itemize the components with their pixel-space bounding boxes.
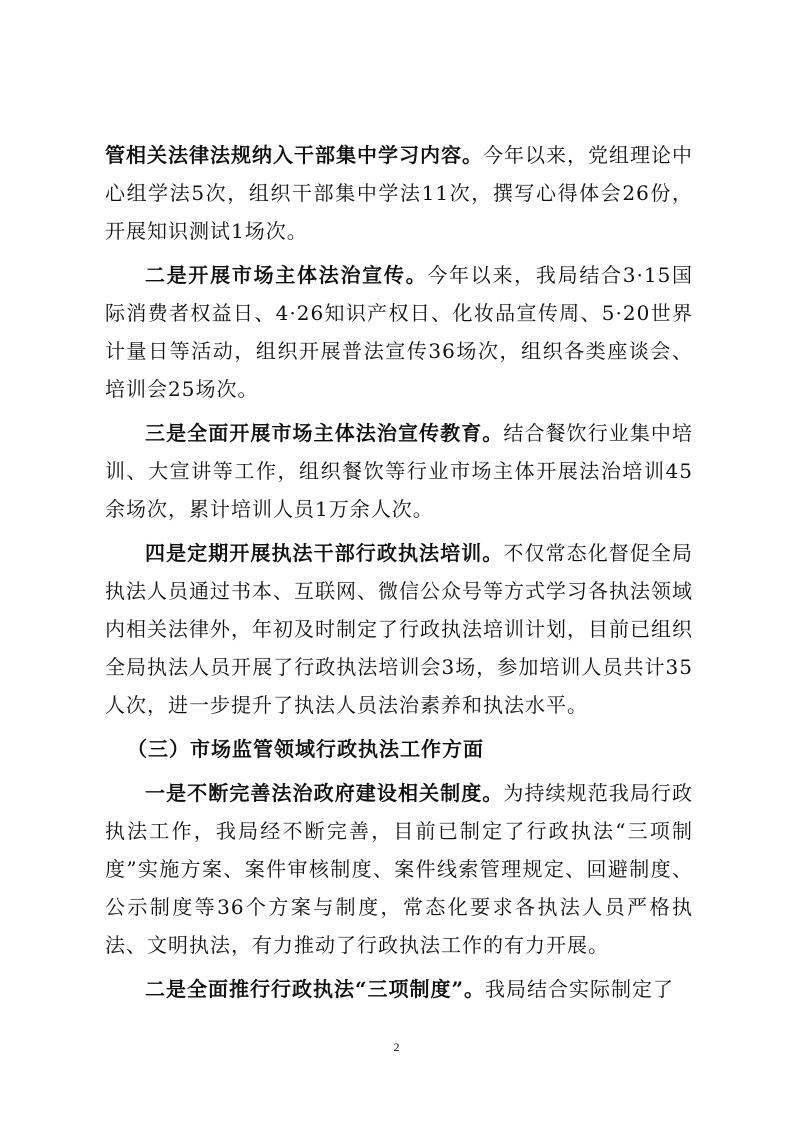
paragraph-lead: 一是不断完善法治政府建设相关制度。: [145, 781, 504, 805]
paragraph-text: 不仅常态化督促全局执法人员通过书本、互联网、微信公众号等方式学习各执法领域内相关法律外，年初及时制定了行政执法培训计划，目前已组织全局执法人员开展了行政执法培训会3场，参加培训人员共计35人次，进一步提升了执法人员法治素养和执法水平。: [105, 541, 694, 717]
paragraph-lead: 二是开展市场主体法治宣传。: [145, 263, 428, 287]
document-body: [105, 136, 693, 1014]
paragraph-lead: 四是定期开展执法干部行政执法培训。: [145, 541, 504, 565]
paragraph-text: 今年以来，党组理论中心组学法5次，组织干部集中学法11次，撰写心得体会26份，开展知识测试1场次。: [105, 143, 693, 243]
section-heading: （三）市场监管领域行政执法工作方面: [127, 737, 484, 761]
paragraph-text: 结合餐饮行业集中培训、大宣讲等工作，组织餐饮等行业市场主体开展法治培训45余场次，累计培训人员1万余人次。: [105, 421, 694, 521]
paragraph-lead: 管相关法律法规纳入干部集中学习内容。: [105, 143, 483, 167]
paragraph-lead: 三是全面开展市场主体法治宣传教育。: [145, 421, 504, 445]
paragraph-market-education: [105, 414, 693, 528]
page-number: 2: [393, 1040, 400, 1054]
paragraph-text: 我局结合实际制定了: [485, 977, 675, 1001]
paragraph-market-publicity: [105, 256, 693, 408]
paragraph-lead: 二是全面推行行政执法“三项制度”。: [145, 977, 486, 1001]
paragraph-cadre-training: [105, 534, 693, 724]
paragraph-text: 为持续规范我局行政执法工作，我局经不断完善，目前已制定了行政执法“三项制度”实施方案、案件审核制度、案件线索管理规定、回避制度、公示制度等36个方案与制度，常态化要求各执法人员严格执法、文明执法，有力推动了行政执法工作的有力开展。: [105, 781, 694, 957]
paragraph-system-building: [105, 774, 693, 964]
paragraph-law-study: [105, 136, 693, 250]
paragraph-three-systems: [105, 970, 693, 1008]
paragraph-text: 今年以来，我局结合3·15国际消费者权益日、4·26知识产权日、化妆品宣传周、5·20世界计量日等活动，组织开展普法宣传36场次，组织各类座谈会、培训会25场次。: [105, 263, 694, 401]
